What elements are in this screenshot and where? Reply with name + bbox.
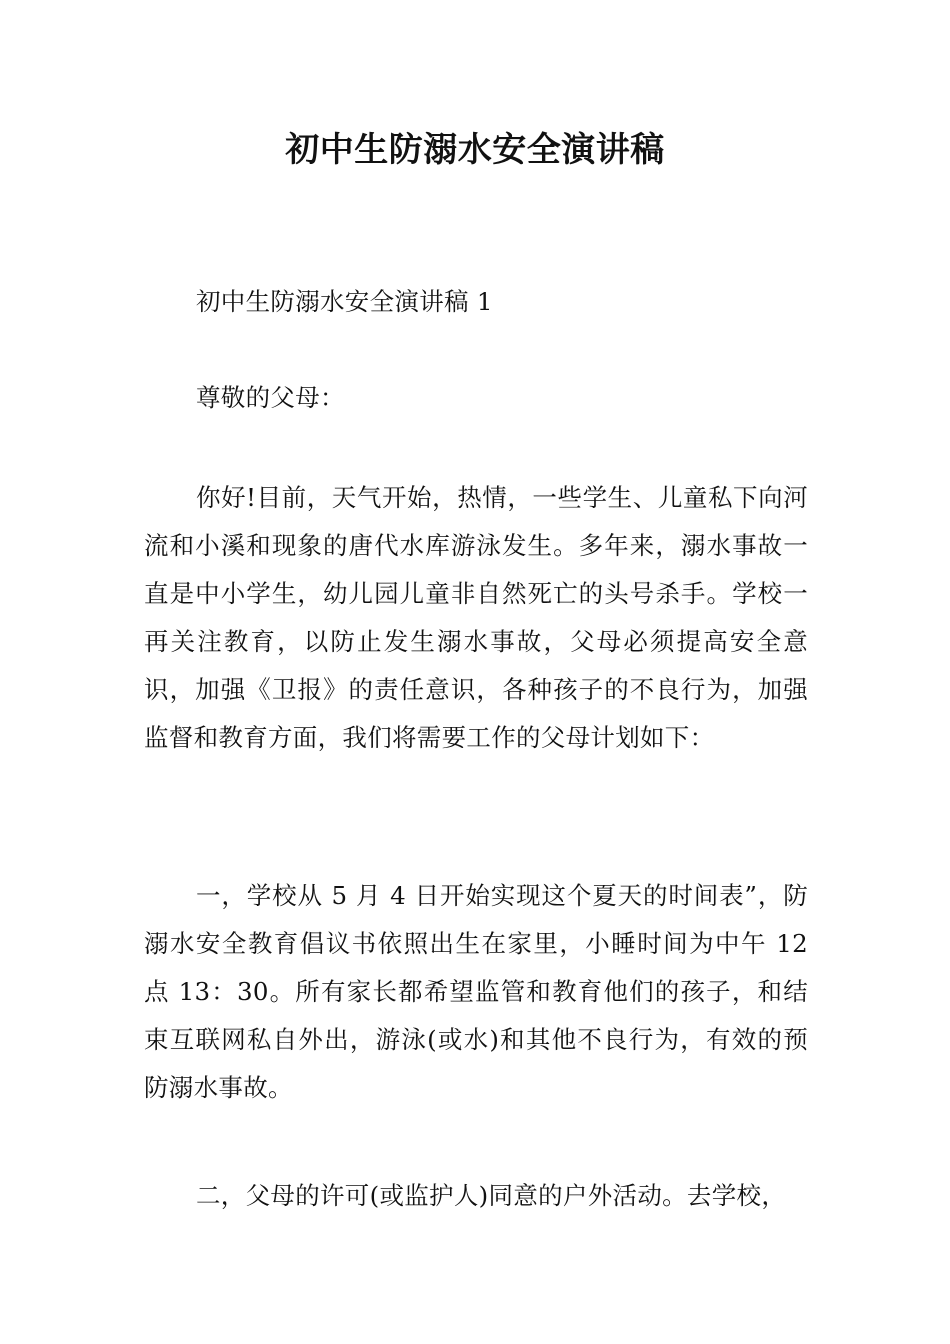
paragraph-point-one: 一，学校从 5 月 4 日开始实现这个夏天的时间表”，防溺水安全教育倡议书依照出生在家里，小睡时间为中午 12 点 13：30。所有家长都希望监管和教育他们的孩子，和结束互联网私自外出，游泳(或水)和其他不良行为，有效的预防溺水事故。 (144, 881, 808, 1102)
document-subtitle: 初中生防溺水安全演讲稿 1 (196, 287, 493, 316)
document-title: 初中生防溺水安全演讲稿 (285, 130, 665, 170)
paragraph-point-two: 二，父母的许可(或监护人)同意的户外活动。去学校， (196, 1181, 787, 1210)
salutation: 尊敬的父母： (196, 383, 345, 412)
paragraph-intro: 你好!目前，天气开始，热情，一些学生、儿童私下向河流和小溪和现象的唐代水库游泳发生。多年来，溺水事故一直是中小学生，幼儿园儿童非自然死亡的头号杀手。学校一再关注教育，以防止发生溺水事故，父母必须提高安全意识，加强《卫报》的责任意识，各种孩子的不良行为，加强监督和教育方面，我们将需要工作的父母计划如下： (144, 483, 808, 752)
